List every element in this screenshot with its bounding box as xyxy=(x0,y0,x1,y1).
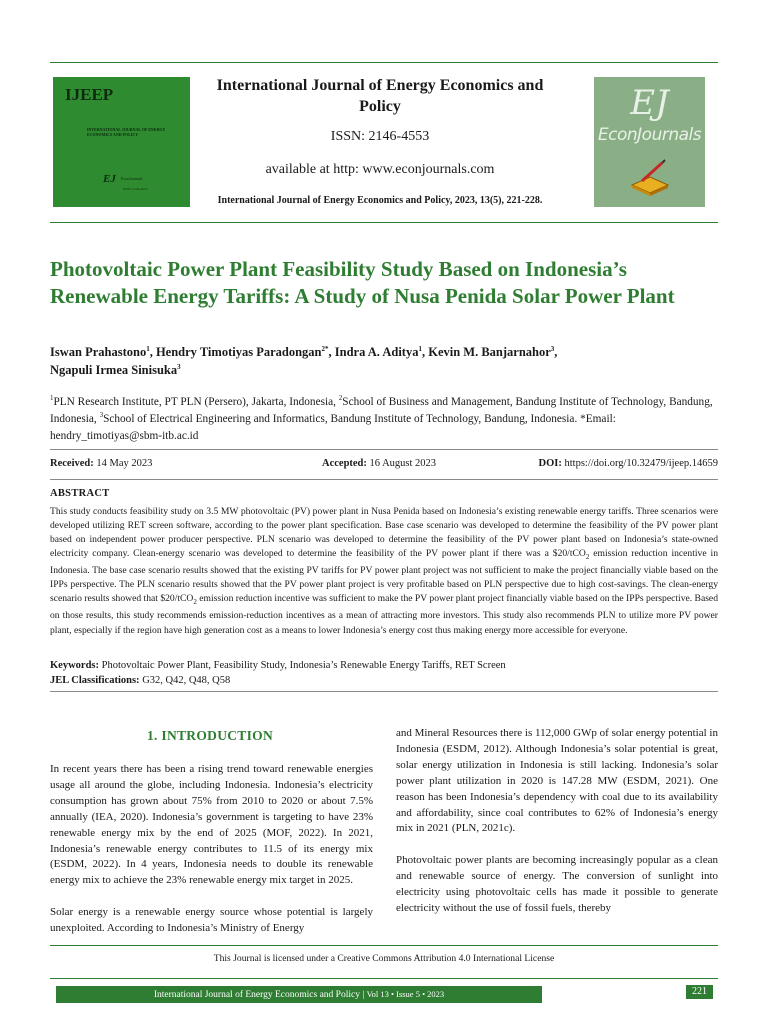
body-right-column xyxy=(396,726,718,933)
footer-bar-rule xyxy=(50,978,718,979)
cover-title: IJEEP xyxy=(65,85,114,104)
keywords: Photovoltaic Power Plant, Feasibility Study, Indonesia’s Renewable Energy Tariffs, RET Screen xyxy=(101,660,506,671)
author-affil-mark: 2* xyxy=(321,344,329,353)
author-name: Ngapuli Irmea Sinisuka xyxy=(50,363,178,377)
paragraph: Photovoltaic power plants are becoming increasingly popular as a clean and renewable source of energy. The conversion of sunlight into electricity using photovoltaic cells has made it possible to generate electricity without the use of fossil fuels, thereby xyxy=(396,854,718,915)
doi[interactable]: DOI: https://doi.org/10.32479/ijeep.14659 xyxy=(538,458,718,469)
author-name: Hendry Timotiyas Paradongan xyxy=(155,345,322,359)
paragraph: Solar energy is a renewable energy source whose potential is largely unexploited. According to Indonesia’s Ministry of Energy xyxy=(50,906,373,935)
affiliation-text: School of Electrical Engineering and Informatics, Bandung Institute of Technology, Bandung, Indonesia. *Email: hendry_timotiyas@sbm-itb.ac.id xyxy=(50,413,616,442)
author-name: Iswan Prahastono xyxy=(50,345,147,359)
author-name: Indra A. Aditya xyxy=(334,345,419,359)
top-rule xyxy=(50,62,718,63)
paragraph: In recent years there has been a rising trend toward renewable energies usage all around the globe, including Indonesia. Indonesia’s electricity consumption has grown about 75% from 2010 to 2020 or about 7.5% annually (IEA, 2020). Indonesia’s government is targeting to have 23% renewable energy mix by the end of 2025 (MOF, 2022). In 2021, Indonesia’s renewable energy contributes to 11.5 of its energy mix (ESDM, 2022). In 4 years, Indonesia needs to double its renewable energy mix to achieve the 23% renewable energy mix target in 2025. xyxy=(50,763,373,887)
footer-journal: International Journal of Energy Economics and Policy xyxy=(153,990,360,1000)
meta-rule-bottom xyxy=(50,479,718,480)
author-affil-mark: 1 xyxy=(418,344,422,353)
abstract-text: This study conducts feasibility study on 3.5 MW photovoltaic (PV) power plant in Nusa Penida based on Indonesia’s existing renewable energy tariffs. Three scenarios were developed utilizing RET screen software, according to the power plant specification. Base case scenario was developed to determine the feasibility of the PV power plant based on independent power producer perspective. PLN scenario was developed to determine the feasibility of the PV power plant based on Indonesia’s state-owned electricity company. Clean-energy scenario was developed to determine the feasibility of the PV power plant if there was a $20/tCO$_2$ emission reduction incentive in Indonesia. The base case scenario results showed that the existing PV tariffs for PV power plant project was not sufficient to make the project financially viable based on the IPPs perspective. The PLN scenario results showed that the PV power plant project is very profitable based on PLN perspective due to high cost-savings. The clean-energy scenario results showed that $20/tCO$_2$ emission reduction incentive was sufficient to make the PV power plant project financially viable based on the IPPs perspective. Based on those results, this study recommends emission-reduction incentives as a mean of attracting more investors. This study also recommends PLN to utilize more PV power plant, especially if the region have high generation cost as a means to lower Indonesia’s energy cost thus making energy more accessible for everyone. xyxy=(50,506,718,636)
keywords-block xyxy=(50,659,718,688)
cover-ej-mark: EJ xyxy=(103,173,116,185)
author-affil-mark: 1 xyxy=(146,344,150,353)
econjournals-logo xyxy=(594,77,705,207)
footer-volume: Vol 13 • Issue 5 • 2023 xyxy=(366,989,445,999)
author-affil-mark: 3 xyxy=(177,362,181,371)
affil-mark: 1 xyxy=(50,394,54,403)
received-date: Received: 14 May 2023 xyxy=(50,458,153,469)
keywords-line: Keywords: Photovoltaic Power Plant, Feasibility Study, Indonesia’s Renewable Energy Tariffs, RET Screen xyxy=(50,660,506,671)
abstract-rule xyxy=(50,691,718,692)
section-heading: 1. INTRODUCTION xyxy=(146,728,273,743)
affiliations xyxy=(50,394,718,445)
journal-citation: International Journal of Energy Economics and Policy, 2023, 13(5), 221-228. xyxy=(217,195,543,206)
jel-line: JEL Classifications: G32, Q42, Q48, Q58 xyxy=(50,674,231,686)
affil-mark: 3 xyxy=(99,411,104,420)
abstract-heading: ABSTRACT xyxy=(50,488,110,499)
accepted-date: Accepted: 16 August 2023 xyxy=(322,458,437,469)
doi-link[interactable]: https://doi.org/10.32479/ijeep.14659 xyxy=(564,458,718,469)
body-left-column xyxy=(50,762,373,953)
journal-url[interactable]: available at http: www.econjournals.com xyxy=(265,162,495,177)
paragraph: and Mineral Resources there is 112,000 GWp of solar energy potential in Indonesia (ESDM, 2012). Although Indonesia’s solar potential is great, solar energy utilization in Indonesia is still lacking. Indonesia’s solar power plant utilization in 2020 is 147.28 MW (ESDM, 2021). One reason has been Indonesia’s dependency with coal due to its availability and affordability, since coal contributes to 62% of Indonesia’s energy mix in 2021 (PLN, 2021c). xyxy=(396,727,718,835)
author-affil-mark: 3 xyxy=(550,344,555,353)
meta-rule-top xyxy=(50,449,718,450)
jel-codes: G32, Q42, Q48, Q58 xyxy=(142,674,231,686)
affiliation-text: PLN Research Institute, PT PLN (Persero), Jakarta, Indonesia, xyxy=(53,396,339,408)
logo-name: EconJournals xyxy=(597,125,702,145)
journal-issn: ISSN: 2146-4553 xyxy=(330,129,430,144)
affil-mark: 2 xyxy=(338,394,343,403)
pencil-book-icon xyxy=(628,157,672,197)
logo-ej-mark: EJ xyxy=(630,83,669,123)
header-rule xyxy=(50,222,718,223)
cover-subtitle: INTERNATIONAL JOURNAL OF ENERGY ECONOMICS AND POLICY xyxy=(87,127,166,137)
footer-rule xyxy=(50,945,718,946)
author-list: Iswan Prahastono$^1$, Hendry Timotiyas Paradongan$^{2*}$, Indra A. Aditya$^1$, Kevin M. Banjarnahor$^3$, Ngapuli Irmea Sinisuka$^3$ xyxy=(50,344,558,377)
affiliation-text: School of Business and Management, Bandung Institute of Technology, Bandung, Indonesia, xyxy=(50,396,713,425)
page-number: 221 xyxy=(686,985,713,999)
cover-ej-label: EconJournals xyxy=(121,176,143,181)
footer-banner: International Journal of Energy Economics and Policy | Vol 13 • Issue 5 • 2023 xyxy=(56,986,542,1003)
paper-title: Photovoltaic Power Plant Feasibility Study Based on Indonesia’s Renewable Energy Tariffs: A Study of Nusa Penida Solar Power Plant xyxy=(50,257,675,308)
cover-issn: ISSN: 2146-4553 xyxy=(123,187,148,191)
author-name: Kevin M. Banjarnahor xyxy=(428,345,551,359)
journal-cover-image xyxy=(53,77,190,207)
journal-name: International Journal of Energy Economics and Policy xyxy=(216,77,544,115)
license-note: This Journal is licensed under a Creative Commons Attribution 4.0 International License xyxy=(213,953,555,964)
